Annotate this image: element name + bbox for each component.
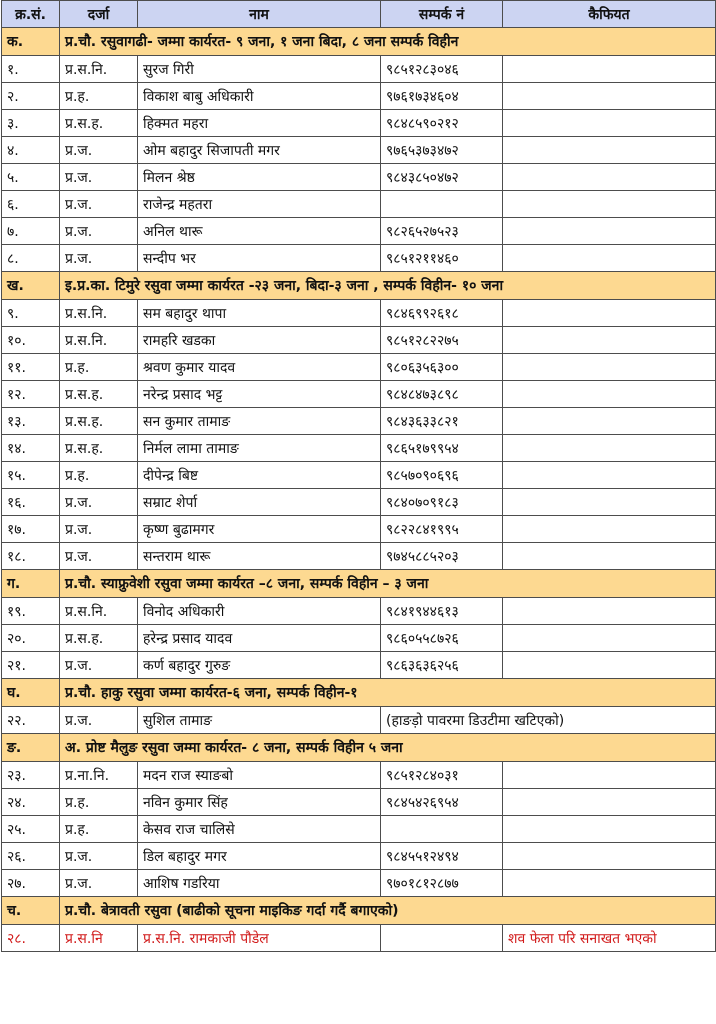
- section-serial: घ.: [2, 679, 60, 707]
- rank-cell: प्र.ज.: [60, 218, 138, 245]
- contact-cell: ९८५१२११४६०: [381, 245, 503, 272]
- name-cell: केसव राज चालिसे: [138, 816, 381, 843]
- section-row: [2, 897, 716, 925]
- contact-cell: ९८५७०९०६९६: [381, 462, 503, 489]
- name-cell: श्रवण कुमार यादव: [138, 354, 381, 381]
- rank-cell: प्र.ह.: [60, 789, 138, 816]
- contact-note-cell: (हाङड़ो पावरमा डिउटीमा खटिएको): [381, 707, 716, 734]
- rank-cell: प्र.स.नि: [60, 925, 138, 952]
- serial-cell: २५.: [2, 816, 60, 843]
- remarks-cell: [503, 327, 716, 354]
- serial-cell: २७.: [2, 870, 60, 897]
- serial-cell: २२.: [2, 707, 60, 734]
- rank-cell: प्र.ह.: [60, 354, 138, 381]
- rank-cell: प्र.स.नि.: [60, 327, 138, 354]
- rank-cell: प्र.स.ह.: [60, 381, 138, 408]
- rank-cell: प्र.ह.: [60, 816, 138, 843]
- table-row: [2, 707, 716, 734]
- remarks-cell: [503, 516, 716, 543]
- name-cell: राजेन्द्र महतरा: [138, 191, 381, 218]
- remarks-cell: [503, 462, 716, 489]
- section-title: प्र.चौ. हाकु रसुवा जम्मा कार्यरत-६ जना, सम्पर्क विहीन-१: [60, 679, 716, 707]
- header-rank: दर्जा: [60, 1, 138, 28]
- name-cell: नरेन्द्र प्रसाद भट्ट: [138, 381, 381, 408]
- header-remarks: कैफियत: [503, 1, 716, 28]
- section-serial: च.: [2, 897, 60, 925]
- header-name: नाम: [138, 1, 381, 28]
- remarks-cell: [503, 164, 716, 191]
- table-row: [2, 516, 716, 543]
- section-serial: ग.: [2, 570, 60, 598]
- name-cell: नविन कुमार सिंह: [138, 789, 381, 816]
- table-row: [2, 327, 716, 354]
- rank-cell: प्र.ज.: [60, 245, 138, 272]
- section-serial: ख.: [2, 272, 60, 300]
- rank-cell: प्र.ज.: [60, 137, 138, 164]
- serial-cell: २१.: [2, 652, 60, 679]
- rank-cell: प्र.ज.: [60, 164, 138, 191]
- serial-cell: ४.: [2, 137, 60, 164]
- rank-cell: प्र.ज.: [60, 707, 138, 734]
- section-title: प्र.चौ. बेत्रावती रसुवा (बाढीको सूचना माइकिङ गर्दा गर्दै बगाएको): [60, 897, 716, 925]
- rank-cell: प्र.स.ह.: [60, 110, 138, 137]
- contact-cell: ९८६५१७९९५४: [381, 435, 503, 462]
- name-cell: सुरज गिरी: [138, 56, 381, 83]
- name-cell: मदन राज स्याङबो: [138, 762, 381, 789]
- name-cell: निर्मल लामा तामाङ: [138, 435, 381, 462]
- serial-cell: १७.: [2, 516, 60, 543]
- rank-cell: प्र.ह.: [60, 462, 138, 489]
- table-row: [2, 381, 716, 408]
- remarks-cell: [503, 625, 716, 652]
- name-cell: कर्ण बहादुर गुरुङ: [138, 652, 381, 679]
- remarks-cell: [503, 816, 716, 843]
- remarks-cell: [503, 408, 716, 435]
- name-cell: सन कुमार तामाङ: [138, 408, 381, 435]
- table-row: [2, 925, 716, 952]
- serial-cell: २३.: [2, 762, 60, 789]
- header-serial: क्र.सं.: [2, 1, 60, 28]
- section-title: प्र.चौ. रसुवागढी- जम्मा कार्यरत- ९ जना, १ जना बिदा, ८ जना सम्पर्क विहीन: [60, 28, 716, 56]
- table-row: [2, 816, 716, 843]
- serial-cell: १.: [2, 56, 60, 83]
- contact-cell: ९८२६५२७५२३: [381, 218, 503, 245]
- table-row: [2, 489, 716, 516]
- rank-cell: प्र.स.नि.: [60, 300, 138, 327]
- contact-cell: ९८४८५९०२१२: [381, 110, 503, 137]
- remarks-cell: [503, 843, 716, 870]
- contact-cell: ९८४६९९२६१८: [381, 300, 503, 327]
- rank-cell: प्र.ह.: [60, 83, 138, 110]
- section-serial: क.: [2, 28, 60, 56]
- table-row: [2, 110, 716, 137]
- table-row: [2, 762, 716, 789]
- table-row: [2, 652, 716, 679]
- name-cell: हरेन्द्र प्रसाद यादव: [138, 625, 381, 652]
- rank-cell: प्र.स.नि.: [60, 56, 138, 83]
- remarks-cell: [503, 354, 716, 381]
- remarks-cell: [503, 110, 716, 137]
- name-cell: मिलन श्रेष्ठ: [138, 164, 381, 191]
- section-row: [2, 272, 716, 300]
- table-row: [2, 543, 716, 570]
- serial-cell: १६.: [2, 489, 60, 516]
- remarks-cell: [503, 543, 716, 570]
- contact-cell: ९८५१२८२२७५: [381, 327, 503, 354]
- name-cell: सम्राट शेर्पा: [138, 489, 381, 516]
- rank-cell: प्र.ज.: [60, 191, 138, 218]
- contact-cell: ९८४१९४४६१३: [381, 598, 503, 625]
- name-cell: रामहरि खडका: [138, 327, 381, 354]
- remarks-cell: [503, 489, 716, 516]
- contact-cell: ९८४८४७३८९८: [381, 381, 503, 408]
- serial-cell: ११.: [2, 354, 60, 381]
- contact-cell: ९८२२८४१९९५: [381, 516, 503, 543]
- contact-cell: ९८४३८५०४७२: [381, 164, 503, 191]
- name-cell: विकाश बाबु अधिकारी: [138, 83, 381, 110]
- name-cell: सुशिल तामाङ: [138, 707, 381, 734]
- serial-cell: १४.: [2, 435, 60, 462]
- table-row: [2, 408, 716, 435]
- serial-cell: १२.: [2, 381, 60, 408]
- table-row: [2, 300, 716, 327]
- contact-cell: ९८४३६३३८२१: [381, 408, 503, 435]
- remarks-cell: [503, 218, 716, 245]
- contact-cell: ९८४५४२६९५४: [381, 789, 503, 816]
- remarks-cell: शव फेला परि सनाखत भएको: [503, 925, 716, 952]
- table-row: [2, 218, 716, 245]
- header-contact: सम्पर्क नं: [381, 1, 503, 28]
- remarks-cell: [503, 191, 716, 218]
- remarks-cell: [503, 652, 716, 679]
- table-row: [2, 625, 716, 652]
- section-row: [2, 734, 716, 762]
- serial-cell: २.: [2, 83, 60, 110]
- name-cell: सम बहादुर थापा: [138, 300, 381, 327]
- serial-cell: ६.: [2, 191, 60, 218]
- contact-cell: ९७०१८१२८७७: [381, 870, 503, 897]
- table-row: [2, 191, 716, 218]
- remarks-cell: [503, 870, 716, 897]
- contact-cell: ९८४०७०९१८३: [381, 489, 503, 516]
- contact-cell: ९७६५३७३४७२: [381, 137, 503, 164]
- name-cell: दीपेन्द्र बिष्ट: [138, 462, 381, 489]
- serial-cell: १८.: [2, 543, 60, 570]
- name-cell: सन्दीप भर: [138, 245, 381, 272]
- remarks-cell: [503, 598, 716, 625]
- header-row: [2, 1, 716, 28]
- serial-cell: १०.: [2, 327, 60, 354]
- name-cell: आशिष गडरिया: [138, 870, 381, 897]
- table-row: [2, 789, 716, 816]
- name-cell: प्र.स.नि. रामकाजी पौडेल: [138, 925, 381, 952]
- serial-cell: ३.: [2, 110, 60, 137]
- contact-cell: ९८४५५१२४९४: [381, 843, 503, 870]
- rank-cell: प्र.ज.: [60, 489, 138, 516]
- name-cell: सन्तराम थारू: [138, 543, 381, 570]
- rank-cell: प्र.स.ह.: [60, 435, 138, 462]
- serial-cell: १५.: [2, 462, 60, 489]
- table-row: [2, 843, 716, 870]
- personnel-table: [1, 0, 716, 952]
- contact-cell: ९८५१२८४०३१: [381, 762, 503, 789]
- name-cell: हिक्मत महरा: [138, 110, 381, 137]
- remarks-cell: [503, 435, 716, 462]
- serial-cell: ७.: [2, 218, 60, 245]
- rank-cell: प्र.ज.: [60, 652, 138, 679]
- remarks-cell: [503, 83, 716, 110]
- section-row: [2, 679, 716, 707]
- contact-cell: [381, 925, 503, 952]
- table-row: [2, 164, 716, 191]
- table-row: [2, 462, 716, 489]
- rank-cell: प्र.स.नि.: [60, 598, 138, 625]
- contact-cell: [381, 816, 503, 843]
- rank-cell: प्र.स.ह.: [60, 625, 138, 652]
- remarks-cell: [503, 789, 716, 816]
- section-title: इ.प्र.का. टिमुरे रसुवा जम्मा कार्यरत -२३ जना, बिदा-३ जना , सम्पर्क विहीन- १० जना: [60, 272, 716, 300]
- rank-cell: प्र.ज.: [60, 543, 138, 570]
- name-cell: अनिल थारू: [138, 218, 381, 245]
- section-title: प्र.चौ. स्याफ्रुवेशी रसुवा जम्मा कार्यरत –८ जना, सम्पर्क विहीन – ३ जना: [60, 570, 716, 598]
- serial-cell: २८.: [2, 925, 60, 952]
- table-row: [2, 56, 716, 83]
- contact-cell: ९७६१७३४६०४: [381, 83, 503, 110]
- table-body: [2, 28, 716, 952]
- remarks-cell: [503, 381, 716, 408]
- remarks-cell: [503, 137, 716, 164]
- name-cell: विनोद अधिकारी: [138, 598, 381, 625]
- remarks-cell: [503, 762, 716, 789]
- contact-cell: [381, 191, 503, 218]
- rank-cell: प्र.ज.: [60, 843, 138, 870]
- rank-cell: प्र.स.ह.: [60, 408, 138, 435]
- remarks-cell: [503, 300, 716, 327]
- serial-cell: ८.: [2, 245, 60, 272]
- serial-cell: ९.: [2, 300, 60, 327]
- contact-cell: ९८०६३५६३००: [381, 354, 503, 381]
- remarks-cell: [503, 245, 716, 272]
- serial-cell: २०.: [2, 625, 60, 652]
- contact-cell: ९८५१२८३०४६: [381, 56, 503, 83]
- table-row: [2, 598, 716, 625]
- remarks-cell: [503, 56, 716, 83]
- section-row: [2, 570, 716, 598]
- table-row: [2, 354, 716, 381]
- serial-cell: १३.: [2, 408, 60, 435]
- rank-cell: प्र.ना.नि.: [60, 762, 138, 789]
- table-row: [2, 870, 716, 897]
- table-row: [2, 83, 716, 110]
- table-row: [2, 137, 716, 164]
- name-cell: कृष्ण बुढामगर: [138, 516, 381, 543]
- section-serial: ङ.: [2, 734, 60, 762]
- table-row: [2, 435, 716, 462]
- serial-cell: १९.: [2, 598, 60, 625]
- contact-cell: ९८६३६३६२५६: [381, 652, 503, 679]
- serial-cell: २६.: [2, 843, 60, 870]
- section-title: अ. प्रोष्ट मैलुङ रसुवा जम्मा कार्यरत- ८ जना, सम्पर्क विहीन ५ जना: [60, 734, 716, 762]
- name-cell: ओम बहादुर सिजापती मगर: [138, 137, 381, 164]
- table-row: [2, 245, 716, 272]
- serial-cell: २४.: [2, 789, 60, 816]
- serial-cell: ५.: [2, 164, 60, 191]
- contact-cell: ९७४५८८५२०३: [381, 543, 503, 570]
- rank-cell: प्र.ज.: [60, 870, 138, 897]
- name-cell: डिल बहादुर मगर: [138, 843, 381, 870]
- contact-cell: ९८६०५५८७२६: [381, 625, 503, 652]
- section-row: [2, 28, 716, 56]
- rank-cell: प्र.ज.: [60, 516, 138, 543]
